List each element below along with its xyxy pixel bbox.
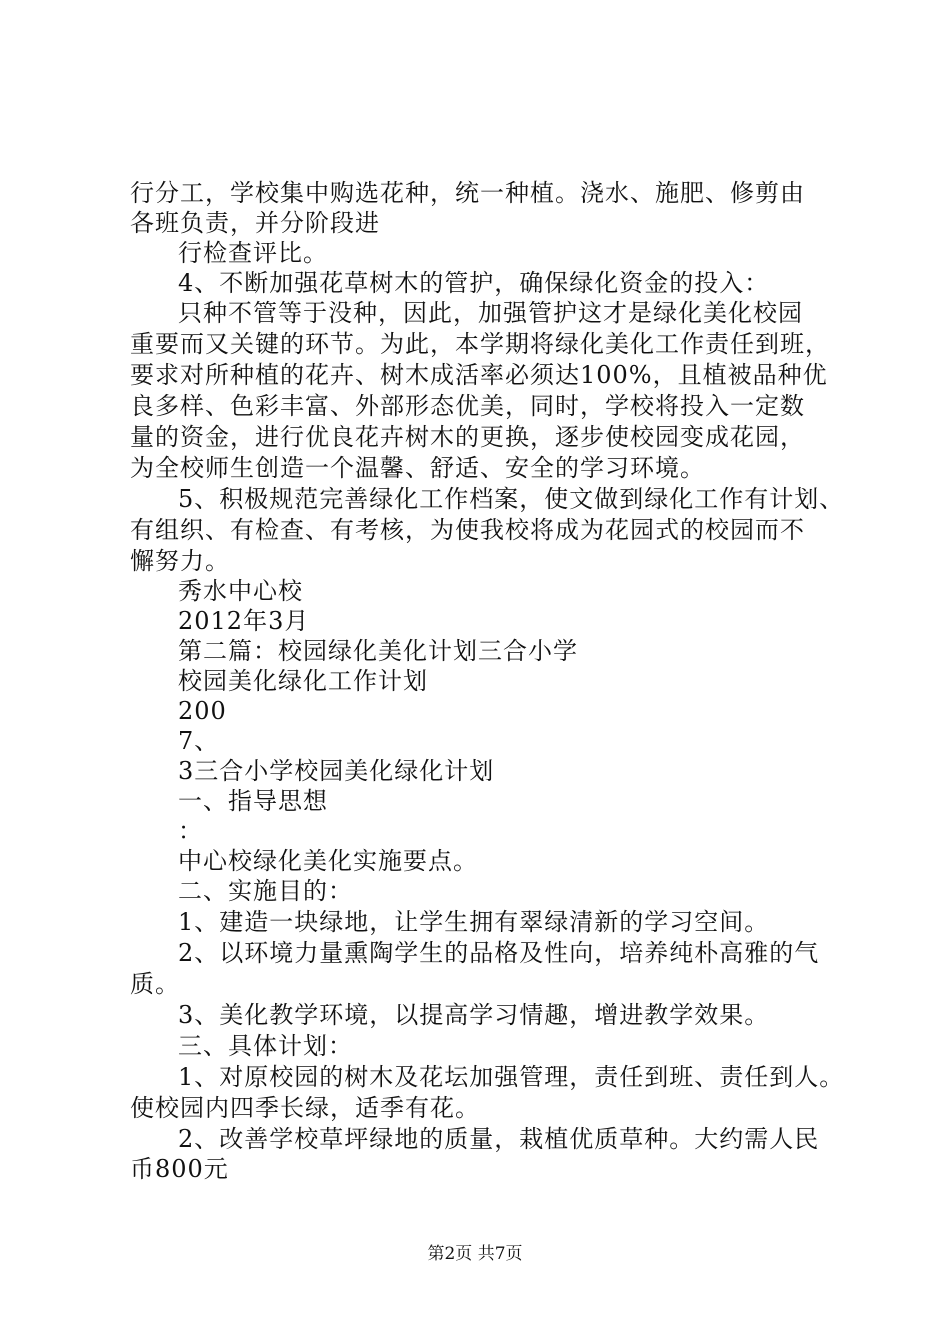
body-line: 200: [178, 697, 227, 725]
body-line: 良多样、色彩丰富、外部形态优美，同时，学校将投入一定数: [130, 392, 805, 420]
section-heading: 二、实施目的：: [178, 877, 353, 905]
body-line: 币800元: [130, 1155, 229, 1183]
date-line: 2012年3月: [178, 607, 310, 635]
body-line: 行检查评比。: [178, 239, 328, 267]
list-item: 2、改善学校草坪绿地的质量，栽植优质草种。大约需人民: [178, 1125, 820, 1153]
body-line: 中心校绿化美化实施要点。: [178, 847, 478, 875]
list-item: 2、以环境力量熏陶学生的品格及性向，培养纯朴高雅的气: [178, 939, 820, 967]
body-line: 7、: [178, 727, 220, 755]
list-item: 1、建造一块绿地，让学生拥有翠绿清新的学习空间。: [178, 908, 770, 936]
body-line: 行分工，学校集中购选花种，统一种植。浇水、施肥、修剪由: [130, 179, 805, 207]
body-line: 有组织、有检查、有考核，为使我校将成为花园式的校园而不: [130, 516, 805, 544]
section-heading: 一、指导思想: [178, 787, 328, 815]
signature-line: 秀水中心校: [178, 577, 303, 605]
body-line: 各班负责，并分阶段进: [130, 209, 380, 237]
body-line: 校园美化绿化工作计划: [178, 667, 428, 695]
section-heading: 5、积极规范完善绿化工作档案，使文做到绿化工作有计划、: [178, 485, 845, 513]
body-line: 使校园内四季长绿，适季有花。: [130, 1094, 480, 1122]
body-line: 懈努力。: [130, 547, 230, 575]
body-line: 要求对所种植的花卉、树木成活率必须达100%，且植被品种优: [130, 361, 828, 389]
body-line: 只种不管等于没种，因此，加强管护这才是绿化美化校园: [178, 299, 803, 327]
section-heading: 三、具体计划：: [178, 1032, 353, 1060]
section-heading: 4、不断加强花草树木的管护，确保绿化资金的投入：: [178, 269, 770, 297]
body-line: 量的资金，进行优良花卉树木的更换，逐步使校园变成花园，: [130, 423, 805, 451]
list-item: 1、对原校园的树木及花坛加强管理，责任到班、责任到人。: [178, 1063, 845, 1091]
chapter-title: 第二篇：校园绿化美化计划三合小学: [178, 637, 578, 665]
page-footer: 第2页 共7页: [427, 1244, 523, 1264]
body-line: 质。: [130, 970, 180, 998]
list-item: 3、美化教学环境，以提高学习情趣，增进教学效果。: [178, 1001, 770, 1029]
body-line: 3三合小学校园美化绿化计划: [178, 757, 495, 785]
body-line: 重要而又关键的环节。为此，本学期将绿化美化工作责任到班，: [130, 330, 830, 358]
body-line: ：: [178, 817, 203, 845]
body-line: 为全校师生创造一个温馨、舒适、安全的学习环境。: [130, 454, 705, 482]
